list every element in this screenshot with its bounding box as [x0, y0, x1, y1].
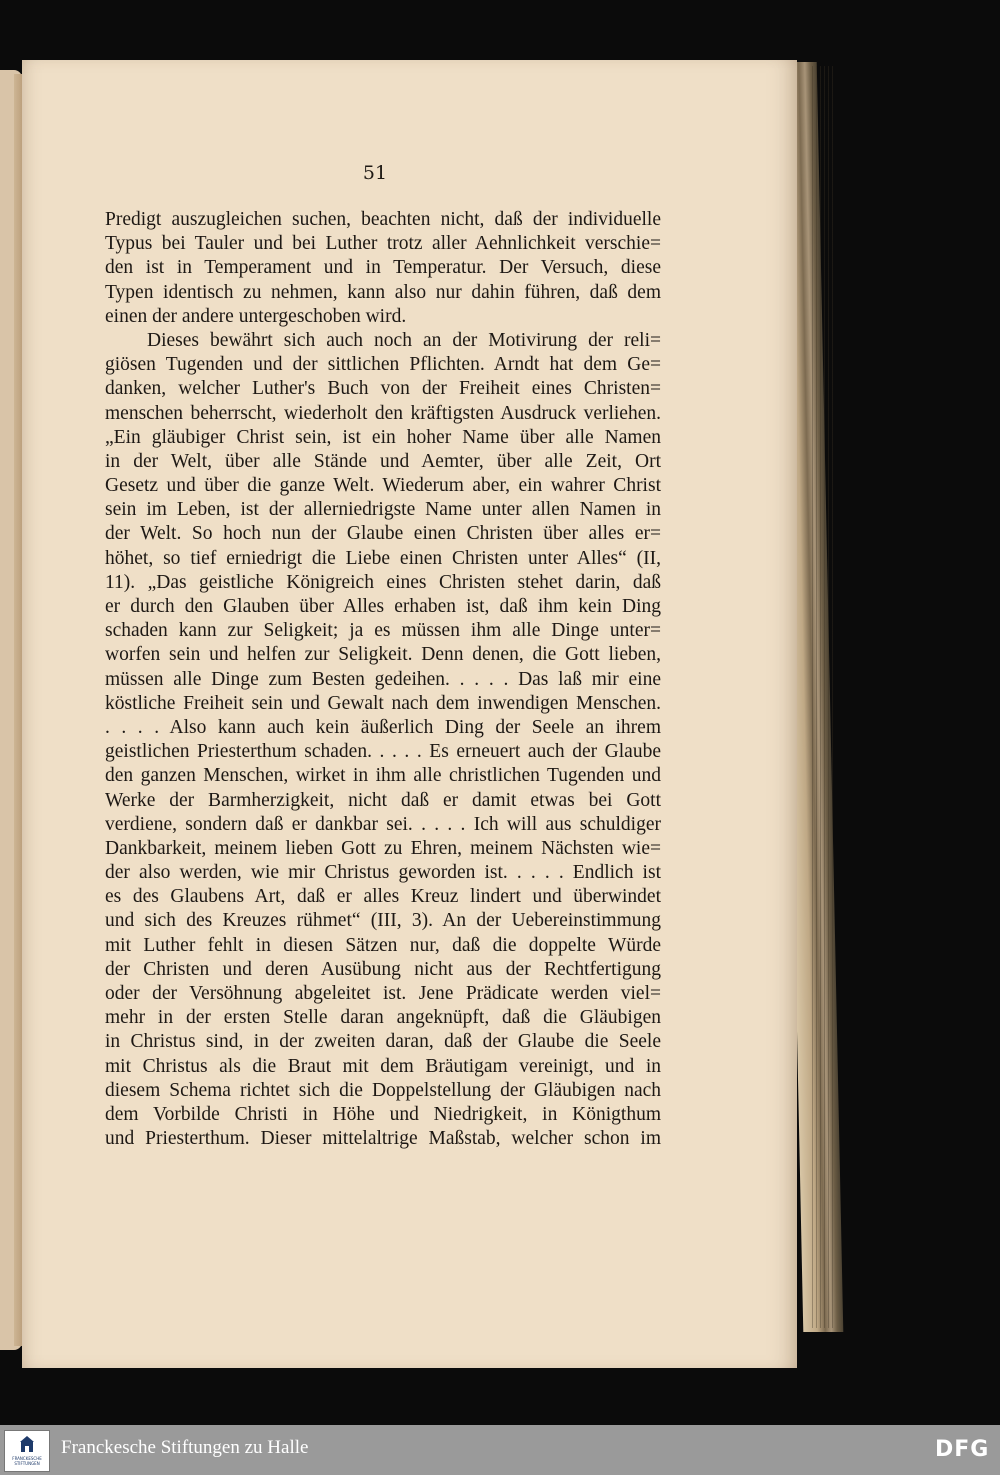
body-text [105, 208, 661, 1151]
text-line: müssen alle Dinge zum Besten gedeihen. . . . . Das laß mir eine [105, 668, 661, 690]
text-line: Werke der Barmherzigkeit, nicht daß er damit etwas bei Gott [105, 789, 661, 811]
text-line: Gesetz und über die ganze Welt. Wiederum aber, ein wahrer Christ [105, 475, 661, 497]
text-line: Predigt auszugleichen suchen, beachten nicht, daß der individuelle [105, 209, 661, 230]
text-line: und Priesterthum. Dieser mittelaltrige Maßstab, welcher schon im [105, 1128, 661, 1150]
text-line: in Christus sind, in der zweiten daran, daß der Glaube die Seele [105, 1031, 661, 1053]
institution-logo[interactable] [4, 1430, 50, 1472]
text-line: . . . . Also kann auch kein äußerlich Ding der Seele an ihrem [105, 716, 661, 738]
text-line: der Welt. So hoch nun der Glaube einen Christen über alles er= [105, 523, 661, 545]
text-line: mehr in der ersten Stelle daran angeknüpft, daß die Gläubigen [105, 1007, 661, 1029]
text-line: der also werden, wie mir Christus geworden ist. . . . . Endlich ist [105, 862, 661, 884]
text-line: Typen identisch zu nehmen, kann also nur dahin führen, daß dem [105, 281, 661, 303]
text-line: Dieses bewährt sich auch noch an der Motivirung der reli= [147, 329, 661, 351]
text-line: worfen sein und helfen zur Seligkeit. Denn denen, die Gott lieben, [105, 644, 661, 666]
text-line: 11). „Das geistliche Königreich eines Christen stehet darin, daß [105, 571, 661, 593]
text-line: „Ein gläubiger Christ sein, ist ein hoher Name über alle Namen [105, 426, 661, 448]
text-line: dem Vorbilde Christi in Höhe und Niedrigkeit, in Königthum [105, 1103, 661, 1125]
text-line: schaden kann zur Seligkeit; ja es müssen ihm alle Dinge unter= [105, 620, 661, 642]
text-line: Dankbarkeit, meinem lieben Gott zu Ehren, meinem Nächsten wie= [105, 837, 661, 859]
text-line: er durch den Glauben über Alles erhaben ist, daß ihm kein Ding [105, 596, 661, 617]
logo-caption: FRANCKESCHE STIFTUNGEN [12, 1456, 42, 1466]
text-line: den ist in Temperament und in Temperatur. Der Versuch, diese [105, 257, 661, 279]
text-line: höhet, so tief erniedrigt die Liebe einen Christen unter Alles“ (II, [105, 547, 661, 569]
text-line: einen der andere untergeschoben wird. [105, 305, 407, 327]
text-line: menschen beherrscht, wiederholt den kräftigsten Ausdruck verliehen. [105, 402, 661, 424]
text-line: sein im Leben, ist der allerniedrigste Name unter allen Namen in [105, 499, 661, 521]
text-line: mit Luther fehlt in diesen Sätzen nur, daß die doppelte Würde [105, 934, 661, 956]
text-line: es des Glaubens Art, daß er alles Kreuz lindert und überwindet [105, 886, 661, 908]
text-line: giösen Tugenden und der sittlichen Pflichten. Arndt hat dem Ge= [105, 354, 661, 376]
text-line: danken, welcher Luther's Buch von der Freiheit eines Christen= [105, 378, 661, 400]
text-line: der Christen und deren Ausübung nicht aus der Rechtfertigung [105, 958, 661, 980]
text-line: mit Christus als die Braut mit dem Bräutigam vereinigt, und in [105, 1055, 661, 1077]
text-line: köstliche Freiheit sein und Gewalt nach dem inwendigen Menschen. [105, 692, 661, 714]
text-line: oder der Versöhnung abgeleitet ist. Jene Prädicate werden viel= [105, 983, 661, 1004]
text-line: und sich des Kreuzes rühmet“ (III, 3). An der Uebereinstimmung [105, 910, 661, 932]
text-line: in der Welt, über alle Stände und Aemter, über alle Zeit, Ort [105, 450, 661, 472]
dfg-logo[interactable]: DFG [935, 1437, 990, 1462]
text-line: geistlichen Priesterthum schaden. . . . . Es erneuert auch der Glaube [105, 741, 661, 763]
institution-name[interactable]: Franckesche Stiftungen zu Halle [61, 1437, 309, 1458]
francke-building-icon [20, 1436, 34, 1452]
page-number: 51 [362, 162, 388, 184]
text-line: Typus bei Tauler und bei Luther trotz aller Aehnlichkeit verschie= [105, 233, 661, 255]
footer-bar [0, 1425, 1000, 1475]
text-line: verdiene, sondern daß er dankbar sei. . . . . Ich will aus schuldiger [105, 813, 661, 835]
text-line: diesem Schema richtet sich die Doppelstellung der Gläubigen nach [105, 1079, 661, 1101]
page-stack-lines [812, 66, 834, 1328]
text-line: den ganzen Menschen, wirket in ihm alle christlichen Tugenden und [105, 765, 661, 787]
